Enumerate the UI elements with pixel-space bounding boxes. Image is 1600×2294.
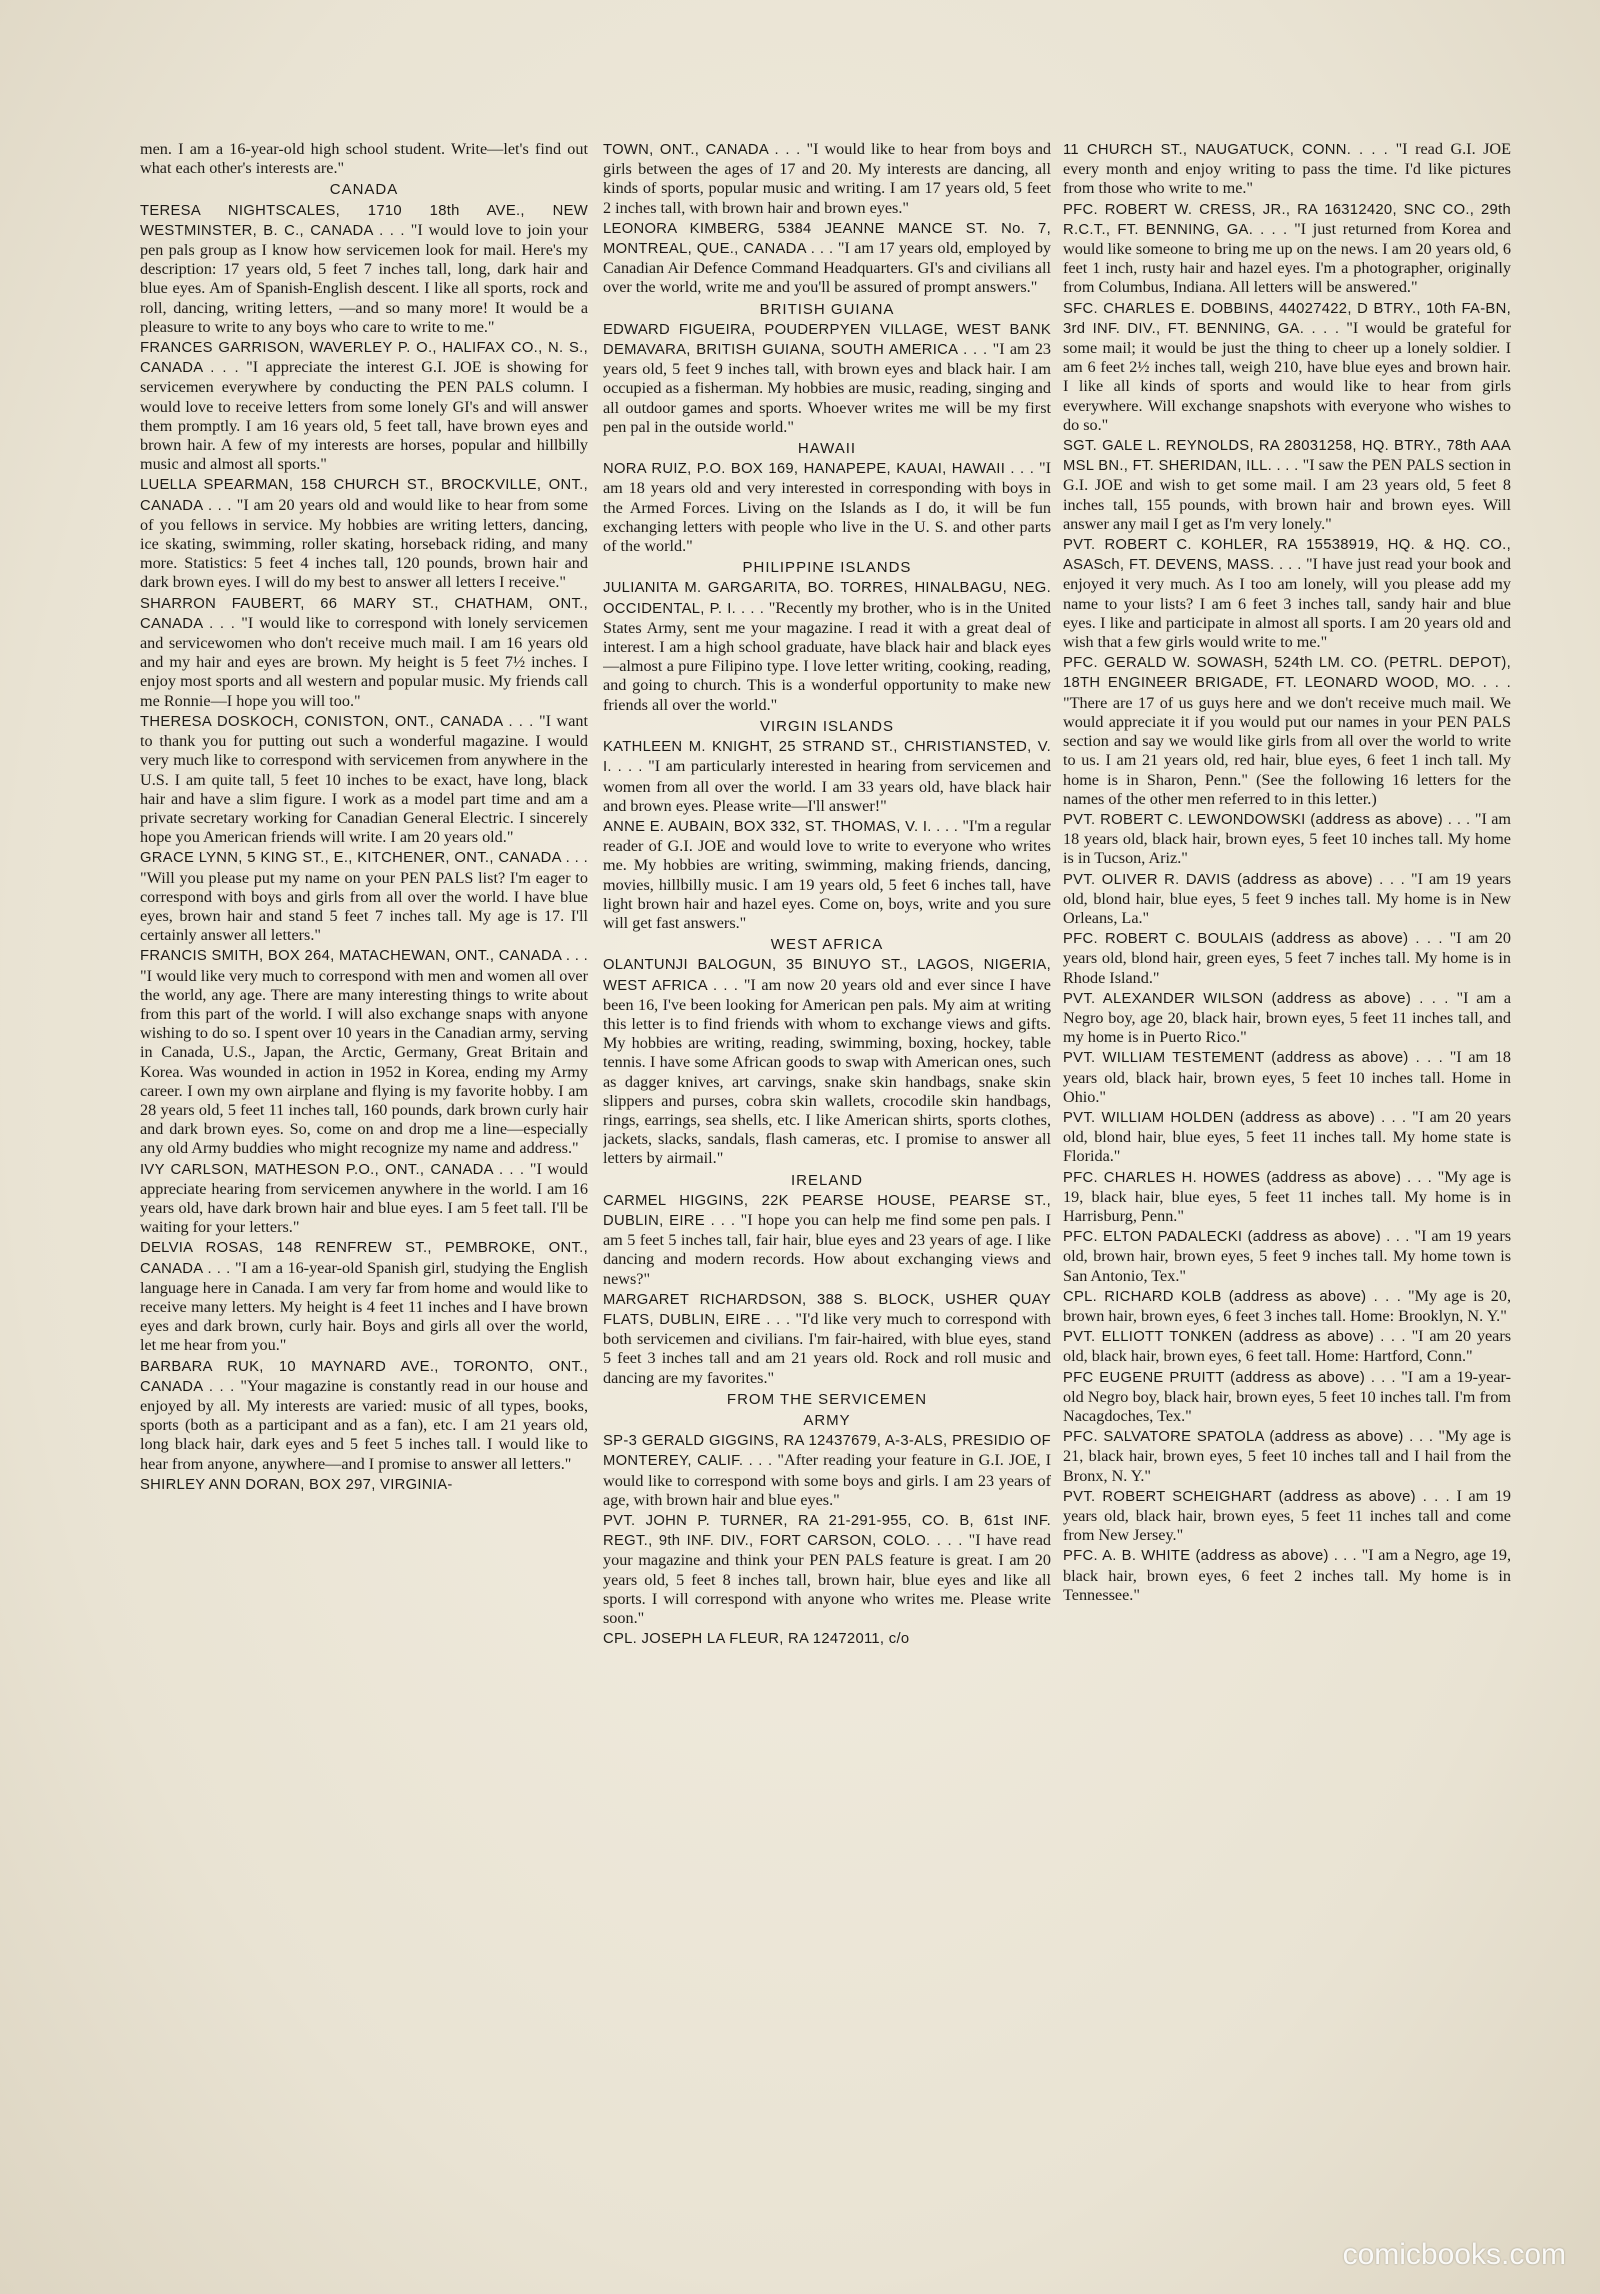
entry-name-address: ANNE E. AUBAIN, BOX 332, ST. THOMAS, V. I. . . . [603, 818, 959, 835]
entry-name-address: CARMEL HIGGINS, 22K PEARSE HOUSE, PEARSE ST., DUBLIN, EIRE . . . [603, 1192, 1051, 1229]
section-heading: BRITISH GUIANA [759, 300, 895, 318]
pen-pal-entry [1063, 989, 1511, 1048]
pen-pal-entry [140, 712, 588, 847]
entry-letter-text: I am 19 years old, black hair, brown eyes, 5 feet 11 inches tall and come from New Jersey." [1063, 1486, 1511, 1545]
entry-name-address: PVT. ALEXANDER WILSON (address as above) . . . [1063, 990, 1449, 1007]
pen-pal-entry [603, 219, 1051, 298]
pen-pal-entry [603, 320, 1051, 437]
pen-pal-entry [1063, 1108, 1511, 1167]
entry-letter-text: "I am a Negro, age 19, black hair, brown eyes, 6 feet 2 inches tall. My home is in Tennessee." [1063, 1546, 1511, 1604]
entry-name-address: SHIRLEY ANN DORAN, BOX 297, VIRGINIA- [140, 1476, 453, 1493]
entry-letter-text: "I hope you can help me find some pen pals. I am 5 feet 5 inches tall, fair hair, blue eyes and 23 years of age. I like dancing and modern records. How about exchanging views and news?" [603, 1210, 1051, 1288]
section-heading: ARMY [803, 1412, 851, 1429]
pen-pal-entry [1063, 299, 1511, 435]
entry-name-address: PFC. CHARLES H. HOWES (address as above) . . . [1063, 1169, 1433, 1186]
entry-letter-text: "Recently my brother, who is in the United States Army, sent me your magazine. I read it with a great deal of interest. I am a high school graduate, have black hair and black eyes—almost a pure Filipino type. I love letter writing, cooking, reading, and going to church. This is a wonderful opportunity to make new friends all over the world." [603, 598, 1051, 714]
entry-name-address: NORA RUIZ, P.O. BOX 169, HANAPEPE, KAUAI, HAWAII . . . [603, 461, 1035, 478]
text-column-right [1063, 140, 1511, 2150]
entry-name-address: PVT. WILLIAM TESTEMENT (address as above) . . . [1063, 1050, 1443, 1067]
pen-pal-entry [603, 459, 1051, 556]
entry-name-address: PFC. ROBERT C. BOULAIS (address as above) . . . [1063, 931, 1443, 948]
pen-pal-entry [140, 338, 588, 474]
section-heading: PHILIPPINE ISLANDS [742, 559, 912, 577]
pen-pal-entry [1063, 1487, 1511, 1546]
entry-name-address: GRACE LYNN, 5 KING ST., E., KITCHENER, ONT., CANADA . . . [140, 850, 588, 867]
entry-letter-text: "I would be grateful for some mail; it would be just the thing to cheer up a lonely soldier. I am 6 feet 2½ inches tall, weigh 210, have blue eyes and brown hair. I like all kinds of sports and would like to hear from girls everywhere. Will exchange snapshots with everyone who wishes to do so." [1063, 318, 1511, 434]
entry-letter-text: "I just returned from Korea and would like someone to bring me up on the news. I am 20 years old, 6 feet 1 inch, rusty hair and hazel eyes. I'm a photographer, originally from Columbus, Indiana. All letters will be answered." [1063, 219, 1511, 297]
pen-pal-entry [603, 578, 1051, 714]
entry-name-address: FRANCIS SMITH, BOX 264, MATACHEWAN, ONT., CANADA . . . [140, 948, 588, 965]
entry-letter-text: "I'd like very much to correspond with both servicemen and civilians. I'm fair-haired, with blue eyes, stand 5 feet 3 inches tall and am 21 years old. Rock and roll music and dancing are my favorites." [603, 1309, 1051, 1387]
entry-letter-text: "I read G.I. JOE every month and enjoy writing to pass the time. I'd like pictures from those who write to me." [1063, 140, 1511, 198]
pen-pal-entry [1063, 436, 1511, 534]
pen-pal-entry [603, 737, 1051, 816]
entry-name-address: OLANTUNJI BALOGUN, 35 BINUYO ST., LAGOS, NIGERIA, WEST AFRICA . . . [603, 957, 1051, 994]
pen-pal-entry [603, 1191, 1051, 1289]
entry-name-address: PVT. WILLIAM HOLDEN (address as above) . . . [1063, 1109, 1407, 1126]
entry-letter-text: "I would appreciate hearing from servicemen anywhere in the world. I am 16 years old, have dark brown hair and blue eyes. I am 5 feet tall. I'll be waiting for your letters." [140, 1159, 588, 1237]
text-column-middle [603, 140, 1051, 2150]
entry-letter-text: "I am a 19-year-old Negro boy, black hair, brown eyes, 5 feet 10 inches tall. I'm from Nacagdoches, Tex." [1063, 1367, 1511, 1425]
continued-text: men. I am a 16-year-old high school student. Write—let's find out what each other's interests are." [140, 140, 588, 178]
entry-name-address: PFC. SALVATORE SPATOLA (address as above) . . . [1063, 1429, 1434, 1446]
entry-letter-text: "I am a Negro boy, age 20, black hair, brown eyes, 5 feet 11 inches tall, and my home is in Puerto Rico." [1063, 988, 1511, 1047]
entry-name-address: BARBARA RUK, 10 MAYNARD AVE., TORONTO, ONT., CANADA . . . [140, 1358, 588, 1395]
section-heading: CANADA [329, 181, 399, 199]
entry-letter-text: "I'm a regular reader of G.I. JOE and would love to write to everyone who writes me. My hobbies are writing, swimming, making friends, dancing, movies, hillbilly music. I am 19 years old, 5 feet 6 inches tall, have light brown hair and hazel eyes. Come on, boys, write and you sure will get fast answers." [603, 816, 1051, 932]
pen-pal-entry [603, 1511, 1051, 1628]
pen-pal-entry [140, 848, 588, 945]
pen-pal-entry [1063, 870, 1511, 929]
pen-pal-entry [1063, 1287, 1511, 1326]
entry-name-address: SGT. GALE L. REYNOLDS, RA 28031258, HQ. BTRY., 78th AAA MSL BN., FT. SHERIDAN, ILL. . . . [1063, 438, 1511, 475]
entry-letter-text: "I am 19 years old, blond hair, blue eyes, 5 feet 9 inches tall. My home is in New Orleans, La." [1063, 869, 1511, 927]
pen-pal-entry [1063, 1427, 1511, 1486]
entry-letter-text: "I am 19 years old, brown hair, brown eyes, 5 feet 9 inches tall. My home town is San Antonio, Tex." [1063, 1227, 1511, 1285]
entry-letter-text: "I am 20 years old, black hair, brown eyes, 6 feet tall. Home: Hartford, Conn." [1063, 1327, 1511, 1366]
entry-name-address: SP-3 GERALD GIGGINS, RA 12437679, A-3-ALS, PRESIDIO OF MONTEREY, CALIF. . . . [603, 1433, 1051, 1470]
entry-letter-text: "I am a 16-year-old Spanish girl, studying the English language here in Canada. I am very far from home and would like to receive many letters. My height is 4 feet 11 inches and I have brown eyes and dark brown, curly hair. Boys and girls all over the world, let me hear from you." [140, 1258, 588, 1355]
entry-name-address: CPL. RICHARD KOLB (address as above) . . . [1063, 1288, 1402, 1305]
entry-letter-text: "I saw the PEN PALS section in G.I. JOE and wish to get some mail. I am 23 years old, 5 feet 8 inches tall, 155 pounds, with brown hair and brown eyes. Will answer any mail I get as I'm very lonely." [1063, 456, 1511, 533]
entry-letter-text: "I would love to join your pen pals group as I know how servicemen look for mail. Here's my description: 17 years old, 5 feet 7 inches tall, long, dark hair and blue eyes. Am of Spanish-English descent. I like all sports, rock and roll, dancing, writing letters, —and so many more! It would be a pleasure to write to any boys who care to write to me." [140, 220, 588, 336]
pen-pal-entry [1063, 653, 1511, 809]
pen-pal-entry [603, 140, 1051, 218]
entry-letter-text: "I am 18 years old, black hair, brown eyes, 5 feet 10 inches tall. Home in Ohio." [1063, 1048, 1511, 1106]
entry-letter-text: "My age is 21, black hair, brown eyes, 5 feet 10 inches tall and I hail from the Bronx, N. Y." [1063, 1427, 1511, 1485]
entry-name-address: LUELLA SPEARMAN, 158 CHURCH ST., BROCKVILLE, ONT., CANADA . . . [140, 477, 588, 514]
pen-pal-entry [1063, 535, 1511, 652]
pen-pal-entry [140, 1475, 588, 1495]
entry-letter-text: "I would like to hear from boys and girls between the ages of 17 and 20. My interests are dancing, all kinds of sports, popular music and writing. I am 17 years old, 5 feet 2 inches tall, with brown hair and brown eyes." [603, 140, 1051, 217]
pen-pal-entry [140, 1238, 588, 1355]
pen-pal-entry [140, 1357, 588, 1474]
entry-letter-text: "After reading your feature in G.I. JOE, I would like to correspond with some boys and girls. I am 23 years of age, with brown hair and blue eyes." [603, 1451, 1051, 1509]
entry-letter-text: "I am now 20 years old and ever since I have been 16, I've been looking for American pen pals. My aim at writing this letter is to find friends with whom to exchange views and gifts. My hobbies are writing, reading, swimming, boxing, hockey, table tennis. I have some African goods to swap with American ones, such as dagger knives, art carvings, snake skin handbags, snake skin slippers and purses, cobra skin wallets, crocodile skin handbags, rings, earrings, sea shells, etc. I like American shirts, sports clothes, jackets, slacks, sandals, flash cameras, etc. I promise to answer all letters by airmail." [603, 975, 1051, 1168]
entry-name-address: PFC. ROBERT W. CRESS, JR., RA 16312420, SNC CO., 29th R.C.T., FT. BENNING, GA. . . . [1063, 201, 1511, 238]
pen-pal-entry [603, 1431, 1051, 1510]
pen-pal-entry [140, 1160, 588, 1238]
pen-pal-entry [1063, 810, 1511, 869]
pen-pal-entry [140, 201, 588, 337]
entry-name-address: EDWARD FIGUEIRA, POUDERPYEN VILLAGE, WEST BANK DEMAVARA, BRITISH GUIANA, SOUTH AMERICA . . . [603, 321, 1051, 359]
entry-letter-text: "Will you please put my name on your PEN PALS list? I'm eager to correspond with boys and girls from all over the world. I have blue eyes, brown hair and stand 5 feet 7 inches tall. My age is 17. I'll certainly answer all letters." [140, 868, 588, 945]
section-heading: HAWAII [797, 440, 857, 458]
pen-pal-entry [1063, 1227, 1511, 1286]
entry-letter-text: "I am 20 years old and would like to hear from some of you fellows in service. My hobbies are writing letters, dancing, ice skating, swimming, roller skating, horseback riding, and many more. Statistics: 5 feet 4 inches tall, 120 pounds, brown hair and dark brown eyes. I will do my best to answer all letters I receive." [140, 495, 588, 592]
entry-name-address: TOWN, ONT., CANADA . . . [603, 142, 801, 158]
pen-pal-entry [1063, 200, 1511, 298]
entry-letter-text: "I have just read your book and enjoyed it very much. As I too am lonely, will you please add my name to your lists? I am 6 feet 3 inches tall, sandy hair and blue eyes. I like and participate in almost all sports. I am 20 years old and wish that a few girls would write to me." [1063, 555, 1511, 652]
pen-pal-entry [603, 817, 1051, 933]
entry-name-address: 11 CHURCH ST., NAUGATUCK, CONN. . . . [1063, 142, 1389, 158]
entry-letter-text: "I have read your magazine and think your PEN PALS feature is great. I am 20 years old, 5 feet 8 inches tall, brown hair, blue eyes and like all sports. I will correspond with anyone who writes me. Please write soon." [603, 1531, 1051, 1628]
entry-name-address: IVY CARLSON, MATHESON P.O., ONT., CANADA . . . [140, 1161, 525, 1178]
entry-name-address: PVT. JOHN P. TURNER, RA 21-291-955, CO. B, 61st INF. REGT., 9th INF. DIV., FORT CARSON, COLO. . . . [603, 1513, 1051, 1550]
entry-name-address: DELVIA ROSAS, 148 RENFREW ST., PEMBROKE, ONT., CANADA . . . [140, 1240, 588, 1277]
entry-name-address: PFC. A. B. WHITE (address as above) . . . [1063, 1548, 1357, 1565]
pen-pal-entry [1063, 1327, 1511, 1366]
entry-name-address: SFC. CHARLES E. DOBBINS, 44027422, D BTRY., 10th FA-BN, 3rd INF. DIV., FT. BENNING, GA. . . . [1063, 300, 1511, 337]
pen-pal-entry [603, 1290, 1051, 1388]
pen-pal-entry [140, 946, 588, 1158]
entry-name-address: KATHLEEN M. KNIGHT, 25 STRAND ST., CHRISTIANSTED, V. I. . . . [603, 739, 1051, 776]
entry-name-address: PFC EUGENE PRUITT (address as above) . . . [1063, 1369, 1396, 1386]
entry-name-address: PFC. ELTON PADALECKI (address as above) . . . [1063, 1229, 1410, 1246]
entry-letter-text: "I would like very much to correspond with men and women all over the world, any age. There are many interesting things to write about from this part of the world. I will also exchange snaps with anyone wishing to do so. I spent over 10 years in the Canadian army, serving in Canada, U.S., Japan, the Arctic, Germany, Great Britain and Korea. Was wounded in action in 1952 in Korea, ending my Army career. I own my own airplane and flying is my favorite hobby. I am 28 years old, 5 feet 11 inches tall, 160 pounds, dark brown curly hair and dark brown eyes. So, come on and drop me a line—especially any old Army buddies who might recognize my name and address." [140, 966, 588, 1158]
pen-pal-entry [1063, 140, 1511, 199]
entry-name-address: PVT. OLIVER R. DAVIS (address as above) . . . [1063, 871, 1406, 888]
section-heading: FROM THE SERVICEMEN [726, 1390, 928, 1408]
entry-letter-text: "I am 18 years old and very interested in corresponding with boys in the Armed Forces. Living on the Islands as I do, it will be fun exchanging letters with people who live in the U. S. and other parts of the world." [603, 459, 1051, 556]
entry-letter-text: "I want to thank you for putting out such a wonderful magazine. I would very much like to correspond with servicemen from anywhere in the U.S. I am quite tall, 5 feet 10 inches to be exact, have long, black hair and have a slim figure. I work as a model part time and am a private secretary working for Canadian General Electric. I sincerely hope you American friends will write. I am 20 years old." [140, 711, 588, 847]
entry-name-address: TERESA NIGHTSCALES, 1710 18th AVE., NEW WESTMINSTER, B. C., CANADA . . . [140, 202, 588, 239]
pen-pal-entry [140, 594, 588, 711]
entry-name-address: SHARRON FAUBERT, 66 MARY ST., CHATHAM, ONT., CANADA . . . [140, 595, 588, 632]
pen-pal-entry [1063, 1368, 1511, 1427]
entry-letter-text: "I am 20 years old, blond hair, blue eyes, 5 feet 11 inches tall. My home state is Florida." [1063, 1107, 1511, 1166]
entry-letter-text: "Your magazine is constantly read in our house and enjoyed by all. My interests are varied: music of all types, books, sports (both as a participant and as a fan), etc. I am 21 years old, long black hair, dark eyes and 5 feet 5 inches tall. I would like to hear from anyone, anywhere—and I promise to answer all letters." [140, 1376, 588, 1473]
text-column-left [140, 140, 588, 2150]
entry-letter-text: "I am 20 years old, blond hair, green eyes, 5 feet 7 inches tall. My home is in Rhode Island." [1063, 929, 1511, 987]
entry-name-address: PVT. ROBERT C. LEWONDOWSKI (address as above) . . . [1063, 811, 1471, 828]
pen-pal-entry [603, 955, 1051, 1168]
entry-letter-text: "I would like to correspond with lonely servicemen and servicewomen who don't receive much mail. I am 16 years old and my hair and eyes are brown. My height is 5 feet 7½ inches. I enjoy most sports and all western and popular music. My friends call me Ronnie—I hope you will too." [140, 613, 588, 710]
entry-name-address: PVT. ROBERT C. KOHLER, RA 15538919, HQ. & HQ. CO., ASASch, FT. DEVENS, MASS. . . . [1063, 537, 1511, 574]
entry-name-address: LEONORA KIMBERG, 5384 JEANNE MANCE ST. No. 7, MONTREAL, QUE., CANADA . . . [603, 220, 1051, 258]
pen-pal-entry [603, 1629, 1051, 1649]
entry-letter-text: "I am 18 years old, black hair, brown eyes, 5 feet 10 inches tall. My home is in Tucson, Ariz." [1063, 809, 1511, 868]
section-heading: IRELAND [790, 1171, 864, 1189]
entry-letter-text: "I am 23 years old, 5 feet 9 inches tall, with brown eyes and black hair. I am occupied as a fisherman. My hobbies are music, reading, singing and all outdoor games and sports. Whoever writes me will be my first pen pal in the outside world." [603, 340, 1051, 436]
entry-letter-text: "There are 17 of us guys here and we don't receive much mail. We would appreciate it if you would put our names in your PEN PALS section and say we would like girls from all over the world to write to us. I am 21 years old, red hair, blue eyes, 6 feet 1 inch tall. My home is in Sharon, Penn." (See the following 16 letters for the names of the other men referred to in this letter.) [1063, 693, 1511, 808]
site-watermark: comicbooks.com [1342, 2238, 1566, 2271]
pen-pal-entry [140, 475, 588, 592]
entry-letter-text: "I am particularly interested in hearing from servicemen and women from all over the world. I am 33 years old, have black hair and brown eyes. Please write—I'll answer!" [603, 757, 1051, 815]
pen-pal-entry [1063, 1168, 1511, 1227]
section-heading: WEST AFRICA [770, 936, 884, 954]
entry-letter-text: "I appreciate the interest G.I. JOE is showing for servicemen everywhere by conducting the PEN PALS column. I would love to receive letters from some lonely GI's and will answer them promptly. I am 16 years old, 5 feet tall, have brown eyes and brown hair. A few of my interests are horses, popular and hillbilly music and almost all sports." [140, 358, 588, 474]
pen-pal-entry [1063, 929, 1511, 988]
pen-pal-entry [1063, 1546, 1511, 1605]
entry-letter-text: "My age is 19, black hair, blue eyes, 5 feet 11 inches tall. My home is in Harrisburg, Penn." [1063, 1167, 1511, 1225]
entry-name-address: MARGARET RICHARDSON, 388 S. BLOCK, USHER QUAY FLATS, DUBLIN, EIRE . . . [603, 1291, 1051, 1328]
entry-name-address: JULIANITA M. GARGARITA, BO. TORRES, HINALBAGU, NEG. OCCIDENTAL, P. I. . . . [603, 580, 1051, 617]
entry-name-address: PVT. ELLIOTT TONKEN (address as above) . . . [1063, 1329, 1406, 1346]
pen-pal-entry [1063, 1048, 1511, 1107]
entry-name-address: THERESA DOSKOCH, CONISTON, ONT., CANADA . . . [140, 713, 534, 730]
entry-name-address: CPL. JOSEPH LA FLEUR, RA 12472011, c/o [603, 1631, 910, 1648]
entry-letter-text: "I am 17 years old, employed by Canadian Air Defence Command Headquarters. GI's and civilians all over the world, write me and you'll be assured of prompt answers." [603, 239, 1051, 297]
entry-name-address: FRANCES GARRISON, WAVERLEY P. O., HALIFAX CO., N. S., CANADA . . . [140, 340, 588, 377]
entry-name-address: PVT. ROBERT SCHEIGHART (address as above) . . . [1063, 1488, 1450, 1505]
section-heading: VIRGIN ISLANDS [759, 717, 895, 735]
entry-name-address: PFC. GERALD W. SOWASH, 524th LM. CO. (PETRL. DEPOT), 18TH ENGINEER BRIGADE, FT. LEONARD WOOD, MO. . . . [1063, 655, 1511, 692]
entry-letter-text: "My age is 20, brown hair, brown eyes, 6 feet 3 inches tall. Home: Brooklyn, N. Y." [1063, 1286, 1511, 1325]
